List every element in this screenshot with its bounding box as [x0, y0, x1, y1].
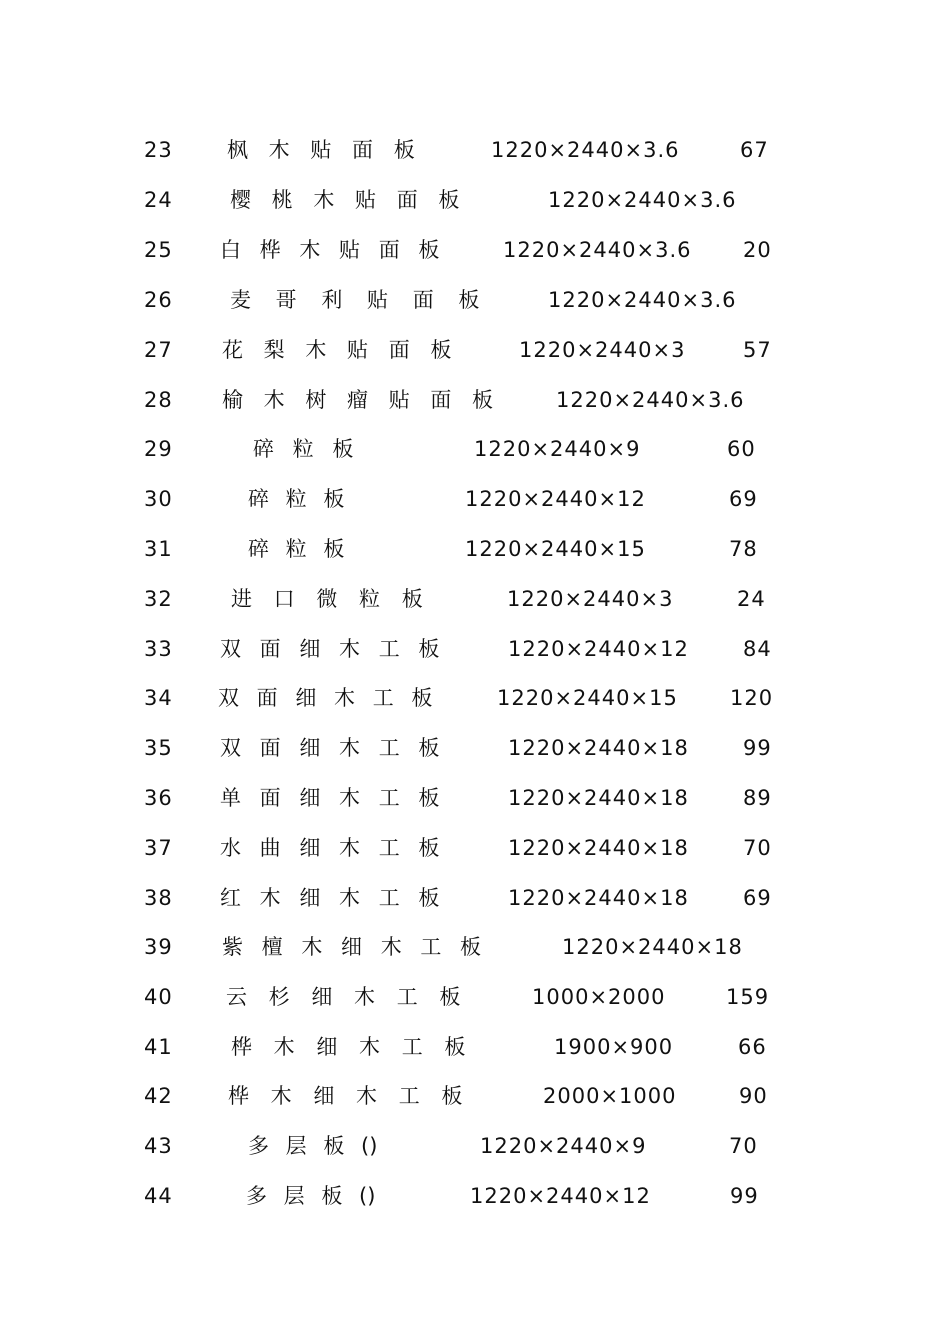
item-name: 水 曲 细 木 工 板: [220, 836, 440, 860]
item-price: 70: [743, 836, 772, 860]
item-name: 樱 桃 木 贴 面 板: [230, 188, 460, 212]
item-name: 多 层 板 (): [248, 1134, 378, 1158]
item-spec: 1220×2440×15: [465, 537, 646, 561]
item-name: 枫 木 贴 面 板: [227, 138, 415, 162]
item-number: 43: [144, 1134, 173, 1158]
item-price: 67: [740, 138, 769, 162]
item-spec: 1220×2440×12: [465, 487, 646, 511]
item-spec: 1220×2440×3: [507, 587, 674, 611]
list-item: [0, 1032, 950, 1062]
list-item: [0, 484, 950, 514]
list-item: [0, 833, 950, 863]
item-name: 碎 粒 板: [248, 537, 345, 561]
list-item: [0, 733, 950, 763]
item-price: 78: [729, 537, 758, 561]
item-number: 32: [144, 587, 173, 611]
item-spec: 1220×2440×3.6: [503, 238, 692, 262]
item-name: 榆 木 树 瘤 贴 面 板: [222, 388, 494, 412]
item-price: 24: [737, 587, 766, 611]
item-spec: 1220×2440×18: [562, 935, 743, 959]
list-item: [0, 235, 950, 265]
item-spec: 1220×2440×18: [508, 836, 689, 860]
item-number: 39: [144, 935, 173, 959]
list-item: [0, 982, 950, 1012]
item-number: 24: [144, 188, 173, 212]
item-number: 30: [144, 487, 173, 511]
item-number: 26: [144, 288, 173, 312]
item-number: 31: [144, 537, 173, 561]
item-number: 25: [144, 238, 173, 262]
item-spec: 1220×2440×9: [474, 437, 641, 461]
item-price: 70: [729, 1134, 758, 1158]
item-name: 多 层 板 (): [246, 1184, 376, 1208]
item-number: 35: [144, 736, 173, 760]
item-number: 33: [144, 637, 173, 661]
item-name: 双 面 细 木 工 板: [220, 637, 440, 661]
item-price: 20: [743, 238, 772, 262]
item-name: 花 梨 木 贴 面 板: [222, 338, 452, 362]
item-number: 27: [144, 338, 173, 362]
item-price: 69: [743, 886, 772, 910]
item-number: 36: [144, 786, 173, 810]
item-name: 白 桦 木 贴 面 板: [220, 238, 440, 262]
item-price: 89: [743, 786, 772, 810]
item-number: 29: [144, 437, 173, 461]
item-spec: 1220×2440×15: [497, 686, 678, 710]
list-item: [0, 1181, 950, 1211]
list-item: [0, 1081, 950, 1111]
item-spec: 1220×2440×3.6: [556, 388, 745, 412]
item-spec: 1220×2440×18: [508, 786, 689, 810]
item-name: 碎 粒 板: [248, 487, 345, 511]
item-name: 碎 粒 板: [253, 437, 354, 461]
item-price: 84: [743, 637, 772, 661]
list-item: [0, 783, 950, 813]
list-item: [0, 932, 950, 962]
item-name: 红 木 细 木 工 板: [220, 886, 440, 910]
item-number: 38: [144, 886, 173, 910]
item-number: 23: [144, 138, 173, 162]
item-spec: 1220×2440×18: [508, 886, 689, 910]
list-item: [0, 285, 950, 315]
item-name: 进 口 微 粒 板: [231, 587, 423, 611]
item-price: 69: [729, 487, 758, 511]
item-spec: 1900×900: [554, 1035, 674, 1059]
item-spec: 1000×2000: [532, 985, 666, 1009]
list-item: [0, 683, 950, 713]
list-item: [0, 883, 950, 913]
item-price: 159: [726, 985, 770, 1009]
item-spec: 1220×2440×3.6: [491, 138, 680, 162]
item-number: 42: [144, 1084, 173, 1108]
item-price: 99: [730, 1184, 759, 1208]
item-number: 28: [144, 388, 173, 412]
item-number: 44: [144, 1184, 173, 1208]
item-spec: 1220×2440×12: [508, 637, 689, 661]
list-item: [0, 434, 950, 464]
item-price: 57: [743, 338, 772, 362]
item-name: 麦 哥 利 贴 面 板: [230, 288, 480, 312]
item-name: 桦 木 细 木 工 板: [231, 1035, 466, 1059]
item-spec: 1220×2440×3: [519, 338, 686, 362]
item-number: 41: [144, 1035, 173, 1059]
item-name: 云 杉 细 木 工 板: [226, 985, 461, 1009]
item-spec: 1220×2440×18: [508, 736, 689, 760]
list-item: [0, 534, 950, 564]
list-item: [0, 335, 950, 365]
list-item: [0, 1131, 950, 1161]
item-spec: 1220×2440×3.6: [548, 188, 737, 212]
item-name: 双 面 细 木 工 板: [220, 736, 440, 760]
item-spec: 1220×2440×12: [470, 1184, 651, 1208]
item-number: 34: [144, 686, 173, 710]
list-item: [0, 185, 950, 215]
item-price: 90: [739, 1084, 768, 1108]
item-number: 37: [144, 836, 173, 860]
item-name: 双 面 细 木 工 板: [218, 686, 433, 710]
list-item: [0, 634, 950, 664]
item-price: 120: [730, 686, 774, 710]
item-name: 单 面 细 木 工 板: [220, 786, 440, 810]
item-name: 桦 木 细 木 工 板: [228, 1084, 463, 1108]
list-item: [0, 135, 950, 165]
item-price: 60: [727, 437, 756, 461]
item-number: 40: [144, 985, 173, 1009]
item-name: 紫 檀 木 细 木 工 板: [222, 935, 482, 959]
item-price: 66: [738, 1035, 767, 1059]
item-spec: 1220×2440×3.6: [548, 288, 737, 312]
item-price: 99: [743, 736, 772, 760]
list-item: [0, 385, 950, 415]
list-item: [0, 584, 950, 614]
item-spec: 2000×1000: [543, 1084, 677, 1108]
item-spec: 1220×2440×9: [480, 1134, 647, 1158]
